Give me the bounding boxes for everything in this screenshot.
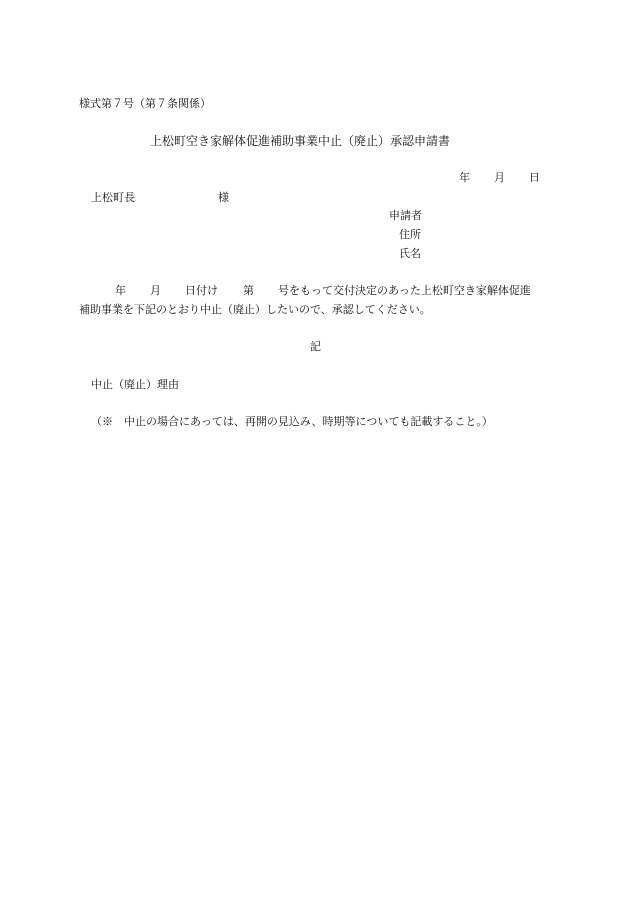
body-line2: 補助事業を下記のとおり中止（廃止）したいので、承認してください。 xyxy=(79,303,431,316)
body-number-prefix: 第 xyxy=(243,284,254,297)
ki-label: 記 xyxy=(310,340,321,353)
body-dated-label: 日付け xyxy=(185,284,218,297)
body-month-label: 月 xyxy=(150,284,161,297)
applicant-label: 申請者 xyxy=(389,209,422,222)
applicant-address-label: 住所 xyxy=(399,228,421,241)
addressee-name: 上松町長 xyxy=(91,191,135,204)
date-month-label: 月 xyxy=(494,171,505,184)
addressee-honorific: 様 xyxy=(218,191,229,204)
applicant-name-label: 氏名 xyxy=(399,247,421,260)
body-year-label: 年 xyxy=(115,284,126,297)
date-day-label: 日 xyxy=(529,171,540,184)
date-year-label: 年 xyxy=(459,171,470,184)
body-line1: 号をもって交付決定のあった上松町空き家解体促進 xyxy=(278,284,531,297)
document-title: 上松町空き家解体促進補助事業中止（廃止）承認申請書 xyxy=(150,134,451,148)
form-number: 様式第７号（第７条関係） xyxy=(79,97,211,110)
reason-heading: 中止（廃止）理由 xyxy=(91,378,179,391)
reason-note: （※ 中止の場合にあっては、再開の見込み、時期等についても記載すること。） xyxy=(91,415,493,428)
